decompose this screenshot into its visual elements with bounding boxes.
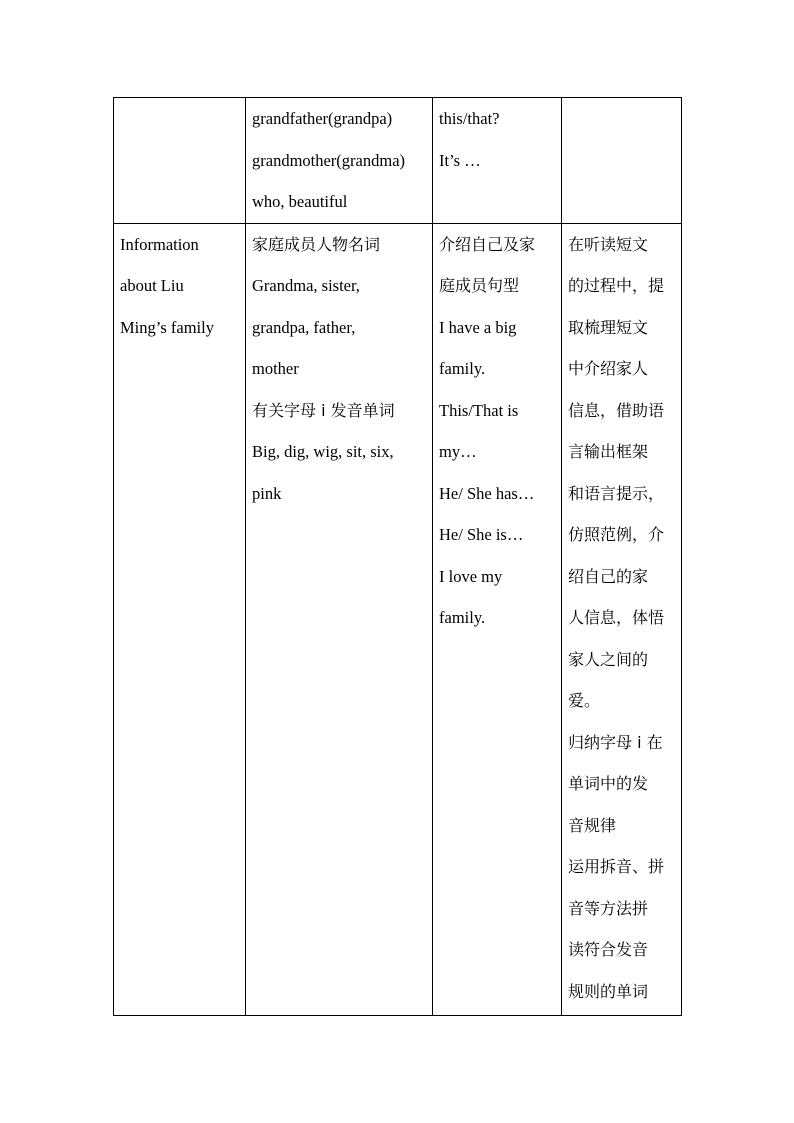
cell-vocabulary bbox=[246, 98, 433, 224]
cell-line: family. bbox=[439, 608, 486, 627]
cell-line: my… bbox=[439, 442, 477, 461]
cell-sentence-patterns bbox=[433, 98, 562, 224]
cell-line: 介绍自己及家 bbox=[439, 234, 536, 254]
cell-line: Big, dig, wig, sit, six, bbox=[252, 442, 394, 461]
cell-line: I love my bbox=[439, 566, 503, 586]
cell-line: 读符合发音 bbox=[568, 940, 649, 959]
cell-line: 取梳理短文 bbox=[568, 317, 649, 337]
cell-line: Grandma, sister, bbox=[252, 276, 360, 295]
cell-line: 有关字母 i 发音单词 bbox=[252, 400, 395, 420]
cell-line: this/that? bbox=[439, 109, 500, 128]
cell-topic bbox=[114, 223, 246, 1015]
lesson-plan-table bbox=[113, 97, 682, 1016]
cell-objectives-empty bbox=[562, 98, 682, 224]
cell-vocabulary bbox=[246, 223, 433, 1015]
cell-line: 中介绍家人 bbox=[568, 359, 649, 378]
cell-line: 爱。 bbox=[568, 691, 601, 710]
cell-line: He/ She is… bbox=[439, 525, 524, 544]
cell-line: 言输出框架 bbox=[568, 442, 649, 461]
cell-line: 庭成员句型 bbox=[439, 276, 520, 295]
cell-line: I have a big bbox=[439, 317, 517, 337]
cell-line: grandpa, father, bbox=[252, 317, 356, 337]
cell-topic-empty bbox=[114, 98, 246, 224]
cell-line: grandmother(grandma) bbox=[252, 150, 406, 170]
cell-line: 信息，借助语 bbox=[568, 400, 665, 420]
table-row bbox=[114, 223, 682, 1015]
cell-line: 规则的单词 bbox=[568, 981, 649, 1001]
cell-sentence-patterns bbox=[433, 223, 562, 1015]
cell-line: Ming’s family bbox=[120, 317, 214, 337]
cell-line: 和语言提示， bbox=[568, 483, 665, 503]
cell-line: 绍自己的家 bbox=[568, 566, 649, 586]
cell-line: 音规律 bbox=[568, 815, 617, 835]
cell-line: Information bbox=[120, 234, 199, 254]
cell-line: 在听读短文 bbox=[568, 234, 649, 254]
cell-line: 仿照范例，介 bbox=[568, 525, 665, 544]
cell-objectives bbox=[562, 223, 682, 1015]
cell-line: about Liu bbox=[120, 276, 184, 295]
cell-line: who, beautiful bbox=[252, 192, 348, 211]
cell-line: It’s … bbox=[439, 150, 481, 170]
cell-line: 音等方法拼 bbox=[568, 898, 649, 918]
cell-line: 单词中的发 bbox=[568, 774, 649, 793]
cell-line: 运用拆音、拼 bbox=[568, 857, 665, 876]
cell-line: 的过程中，提 bbox=[568, 276, 665, 295]
cell-line: He/ She has… bbox=[439, 483, 535, 503]
table-row bbox=[114, 98, 682, 224]
cell-line: 家庭成员人物名词 bbox=[252, 234, 381, 254]
cell-line: grandfather(grandpa) bbox=[252, 109, 393, 128]
cell-line: 人信息，体悟 bbox=[568, 608, 665, 627]
cell-line: mother bbox=[252, 359, 299, 378]
cell-line: family. bbox=[439, 359, 486, 378]
cell-line: 家人之间的 bbox=[568, 649, 649, 669]
cell-line: pink bbox=[252, 483, 282, 503]
cell-line: 归纳字母 i 在 bbox=[568, 732, 663, 752]
cell-line: This/That is bbox=[439, 400, 519, 420]
